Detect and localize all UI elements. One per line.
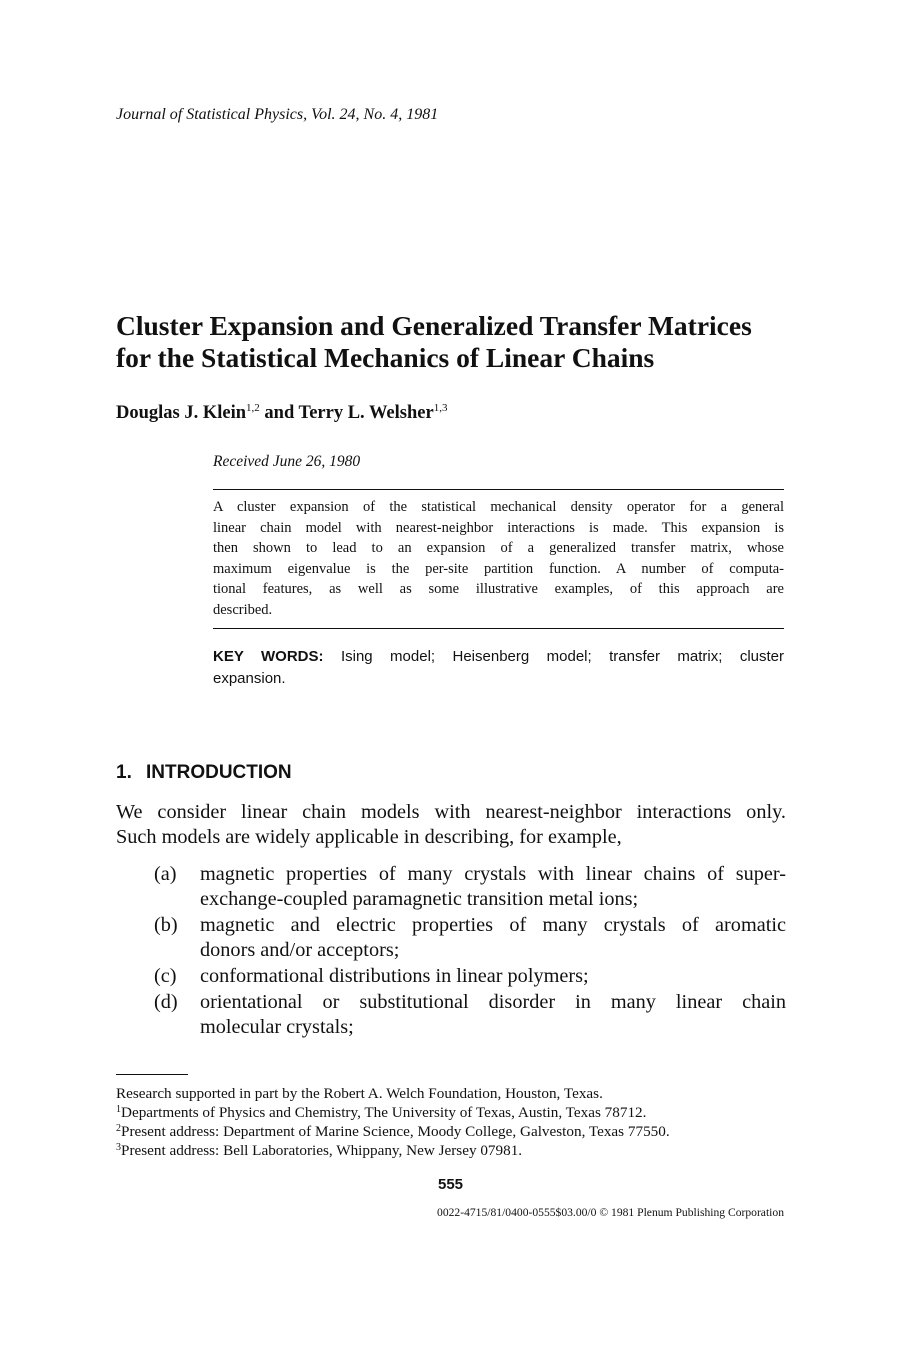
list-item-line: conformational distributions in linear polymers; [200,965,589,987]
list-marker: (c) [154,965,177,987]
abstract-line: described. [213,601,273,618]
abstract [213,497,784,621]
list-item-line: magnetic and electric properties of many crystals of aromatic [200,914,786,936]
application-list [116,862,786,1041]
intro-line-1: We consider linear chain models with nearest-neighbor interactions only. [116,801,786,823]
list-item-line: molecular crystals; [200,1016,354,1038]
footnotes [116,1084,796,1160]
section-heading [116,762,292,784]
footnote-1-mark: 1 [116,1104,121,1115]
footnote-1-text: Departments of Physics and Chemistry, The University of Texas, Austin, Texas 78712. [121,1104,647,1121]
paper-title [116,310,816,374]
author-klein-affiliations: 1,2 [246,402,260,414]
section-number: 1. [116,762,132,783]
footnote-2 [116,1122,796,1141]
keywords-text-continued: expansion. [213,670,286,687]
footnote-2-text: Present address: Department of Marine Science, Moody College, Galveston, Texas 77550. [121,1123,670,1140]
footnote-3-mark: 3 [116,1142,121,1153]
title-line-1: Cluster Expansion and Generalized Transfer Matrices [116,310,752,341]
list-marker: (d) [154,991,178,1013]
abstract-line: then shown to lead to an expansion of a generalized transfer matrix, whose [213,540,784,557]
author-klein: Douglas J. Klein [116,403,247,423]
list-item [116,964,786,989]
keywords-label: KEY WORDS: [213,648,324,665]
author-conjunction: and [259,403,299,423]
footnote-1 [116,1103,796,1122]
abstract-line: tional features, as well as some illustrative examples, of this approach are [213,581,784,598]
footnote-3-text: Present address: Bell Laboratories, Whippany, New Jersey 07981. [121,1142,523,1159]
author-welsher-affiliations: 1,3 [433,402,448,414]
list-marker: (a) [154,863,177,885]
abstract-top-rule [213,489,784,490]
footnote-rule [116,1074,188,1075]
section-title: INTRODUCTION [146,762,292,783]
list-item-line: orientational or substitutional disorder in many linear chain [200,991,786,1013]
keywords [213,646,784,690]
intro-paragraph [116,800,786,850]
received-date: Received June 26, 1980 [213,453,361,470]
intro-line-2: Such models are widely applicable in describing, for example, [116,826,622,848]
footnote-2-mark: 2 [116,1123,121,1134]
page-number: 555 [437,1176,464,1193]
list-item-line: donors and/or acceptors; [200,939,400,961]
list-item-line: exchange-coupled paramagnetic transition metal ions; [200,888,639,910]
list-item [116,990,786,1040]
abstract-bottom-rule [213,628,784,629]
copyright-line: 0022-4715/81/0400-0555$03.00/0 © 1981 Plenum Publishing Corporation [437,1206,784,1219]
title-line-2: for the Statistical Mechanics of Linear Chains [116,342,655,373]
list-item [116,862,786,912]
list-item-line: magnetic properties of many crystals with linear chains of super- [200,863,786,885]
list-marker: (b) [154,914,178,936]
journal-citation: Journal of Statistical Physics, Vol. 24, No. 4, 1981 [116,106,439,123]
author-welsher: Terry L. Welsher [298,403,434,423]
keywords-text: Ising model; Heisenberg model; transfer matrix; cluster [340,648,784,665]
footnote-3 [116,1141,796,1160]
list-item [116,913,786,963]
abstract-line: A cluster expansion of the statistical mechanical density operator for a general [213,499,784,515]
abstract-line: linear chain model with nearest-neighbor interactions is made. This expansion is [213,519,784,536]
footnote-support: Research supported in part by the Robert A. Welch Foundation, Houston, Texas. [116,1085,603,1102]
abstract-line: maximum eigenvalue is the per-site partition function. A number of computa- [213,560,784,577]
author-list [116,403,447,424]
